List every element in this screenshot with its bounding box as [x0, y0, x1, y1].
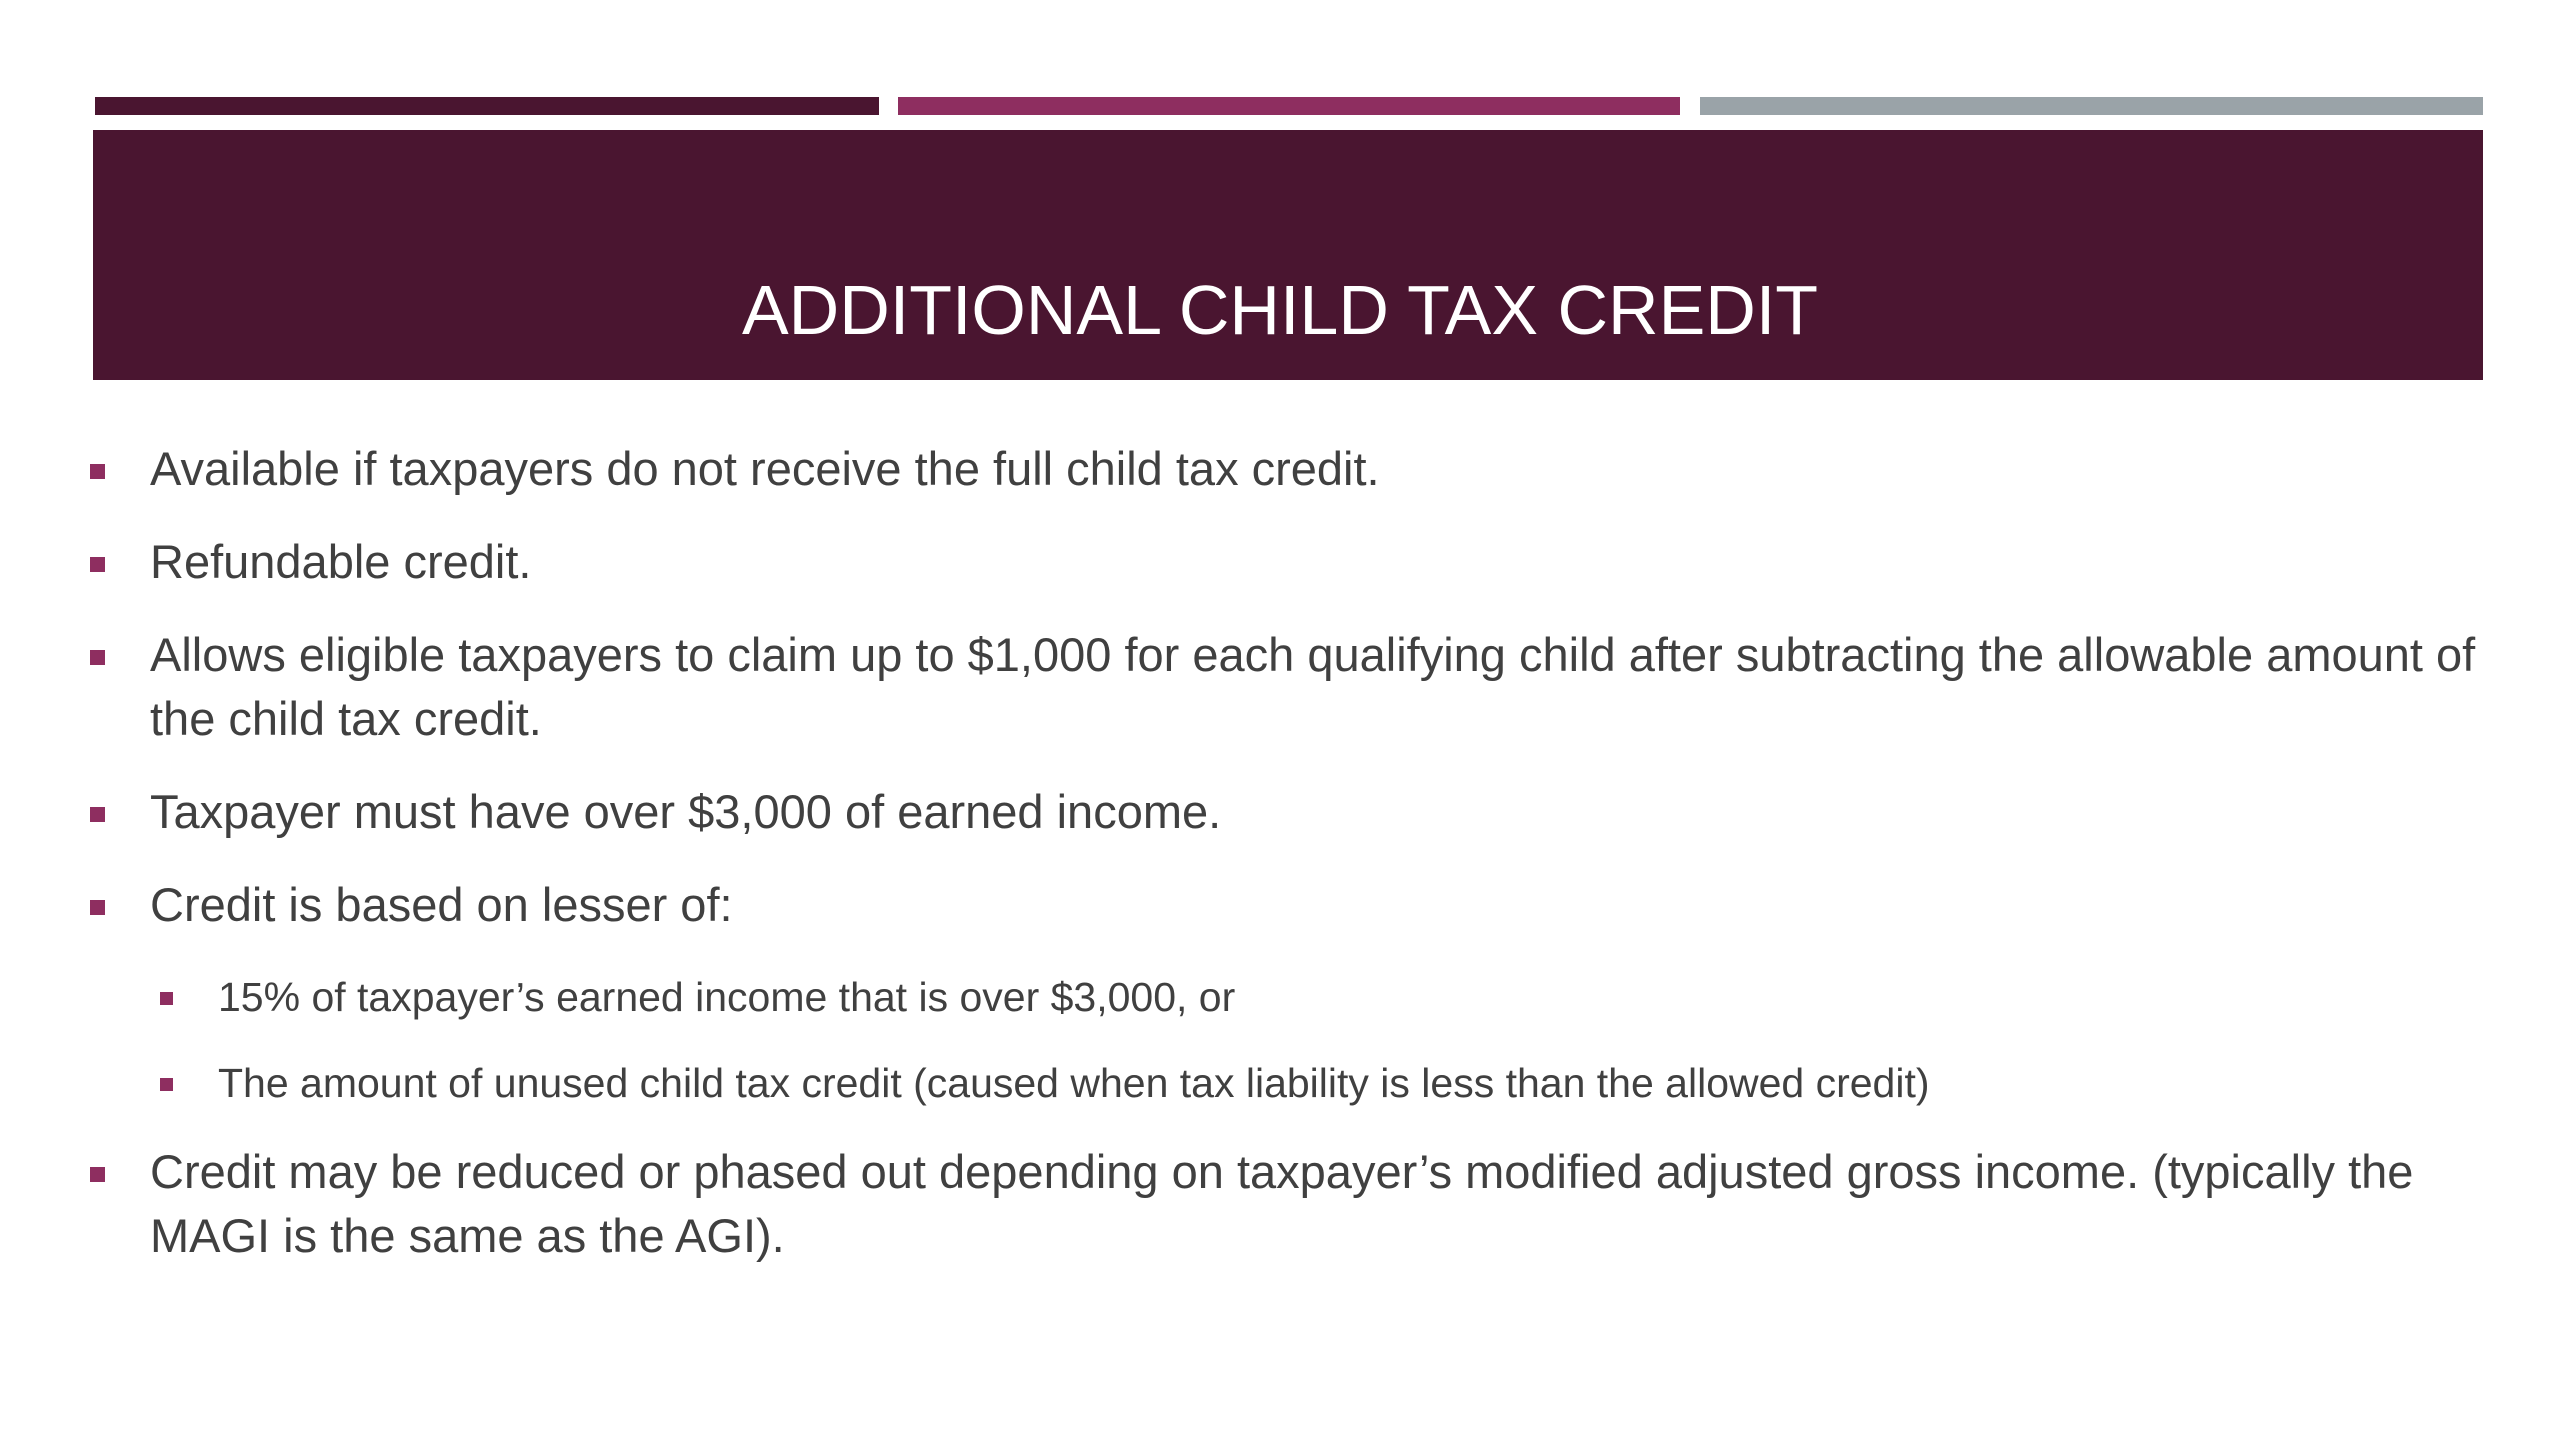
bullet-square-icon: [90, 807, 105, 822]
sub-bullet-text: The amount of unused child tax credit (caused when tax liability is less than the allowed credit): [218, 1060, 1930, 1106]
bullet-text: Credit may be reduced or phased out depending on taxpayer’s modified adjusted gross income. (typically the MAGI is the same as the AGI).: [150, 1145, 2414, 1262]
bullet-square-icon: [90, 464, 105, 479]
bullet-text: Credit is based on lesser of:: [150, 878, 733, 931]
bullet-square-icon: [90, 557, 105, 572]
bullet-text: Taxpayer must have over $3,000 of earned income.: [150, 785, 1222, 838]
slide-title: ADDITIONAL CHILD TAX CREDIT: [741, 271, 1819, 349]
bullet-square-icon: [160, 992, 173, 1005]
bullet-square-icon: [90, 650, 105, 665]
bullet-square-icon: [90, 900, 105, 915]
sub-bullet-text: 15% of taxpayer’s earned income that is over $3,000, or: [218, 974, 1236, 1020]
bullet-text: Refundable credit.: [150, 535, 532, 588]
bullet-square-icon: [160, 1078, 173, 1091]
bullet-text: Available if taxpayers do not receive the full child tax credit.: [150, 442, 1380, 495]
bullet-text: Allows eligible taxpayers to claim up to $1,000 for each qualifying child after subtracting the allowable amount of the child tax credit.: [150, 628, 2476, 745]
bullet-square-icon: [90, 1167, 105, 1182]
